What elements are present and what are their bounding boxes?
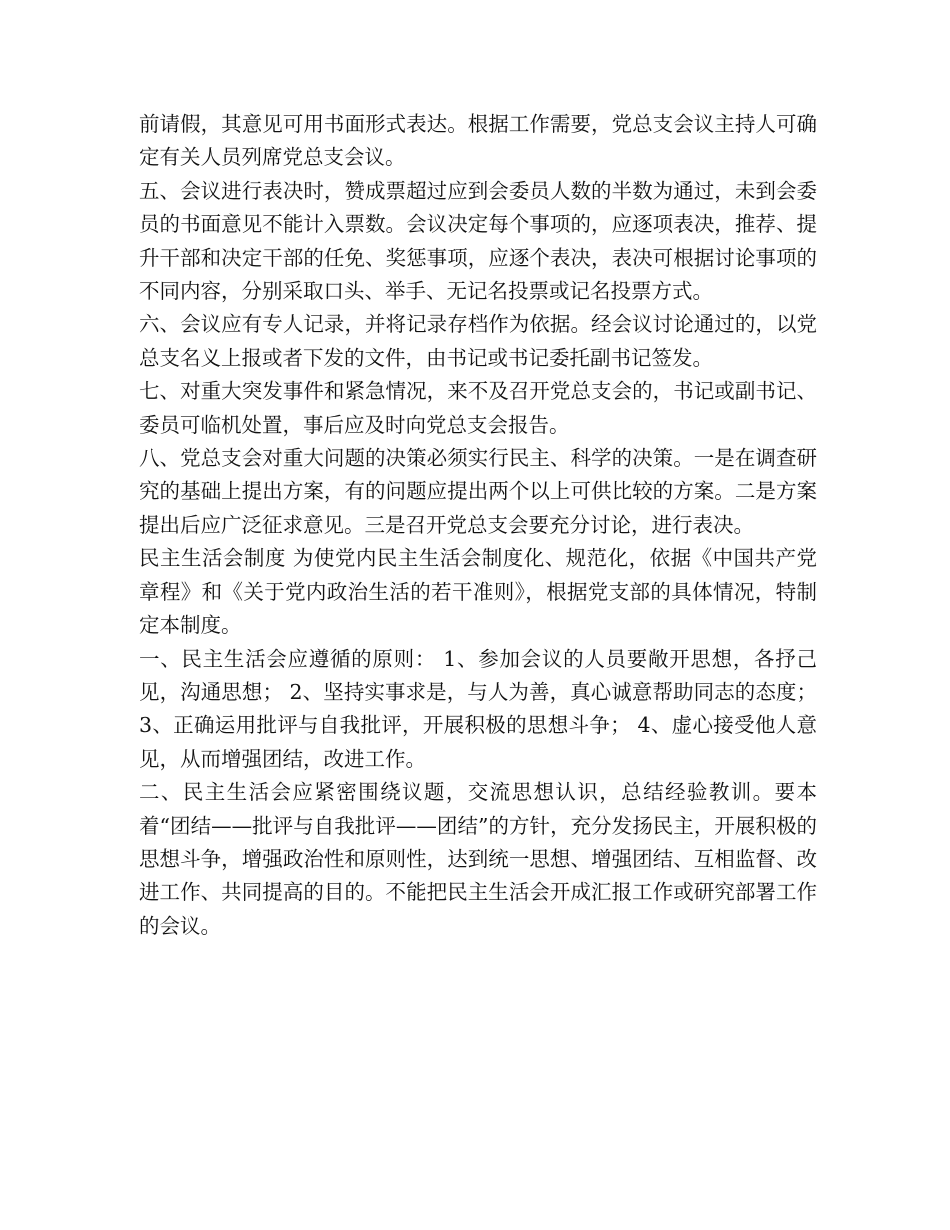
paragraph-democratic-life-intro: 民主生活会制度 为使党内民主生活会制度化、规范化，依据《中国共产党章程》和《关于党内政治生活的若干准则》，根据党支部的具体情况，特制定本制度。 (139, 546, 817, 638)
paragraph-item-7-emergency: 七、对重大突发事件和紧急情况，来不及召开党总支会的，书记或副书记、委员可临机处置，事后应及时向党总支会报告。 (139, 379, 817, 437)
paragraph-democratic-life-item-1: 一、民主生活会应遵循的原则： 1、参加会议的人员要敞开思想，各抒己见，沟通思想； 2、坚持实事求是，与人为善，真心诚意帮助同志的态度； 3、正确运用批评与自我批评，开展积极的思想斗争； 4、虚心接受他人意见，从而增强团结，改进工作。 (139, 646, 817, 771)
document-body (139, 108, 817, 943)
paragraph-item-5-voting: 五、会议进行表决时，赞成票超过应到会委员人数的半数为通过，未到会委员的书面意见不能计入票数。会议决定每个事项的，应逐项表决，推荐、提升干部和决定干部的任免、奖惩事项，应逐个表决，表决可根据讨论事项的不同内容，分别采取口头、举手、无记名投票或记名投票方式。 (139, 178, 817, 304)
paragraph-item-6-records: 六、会议应有专人记录，并将记录存档作为依据。经会议讨论通过的，以党总支名义上报或者下发的文件，由书记或书记委托副书记签发。 (139, 312, 817, 370)
paragraph-request-leave: 前请假，其意见可用书面形式表达。根据工作需要，党总支会议主持人可确定有关人员列席党总支会议。 (139, 112, 817, 170)
paragraph-democratic-life-item-2: 二、民主生活会应紧密围绕议题，交流思想认识，总结经验教训。要本着“团结——批评与自我批评——团结”的方针，充分发扬民主，开展积极的思想斗争，增强政治性和原则性，达到统一思想、增强团结、互相监督、改进工作、共同提高的目的。不能把民主生活会开成汇报工作或研究部署工作的会议。 (139, 780, 817, 938)
paragraph-item-8-decisions: 八、党总支会对重大问题的决策必须实行民主、科学的决策。一是在调查研究的基础上提出方案，有的问题应提出两个以上可供比较的方案。二是方案提出后应广泛征求意见。三是召开党总支会要充分讨论，进行表决。 (139, 446, 817, 537)
